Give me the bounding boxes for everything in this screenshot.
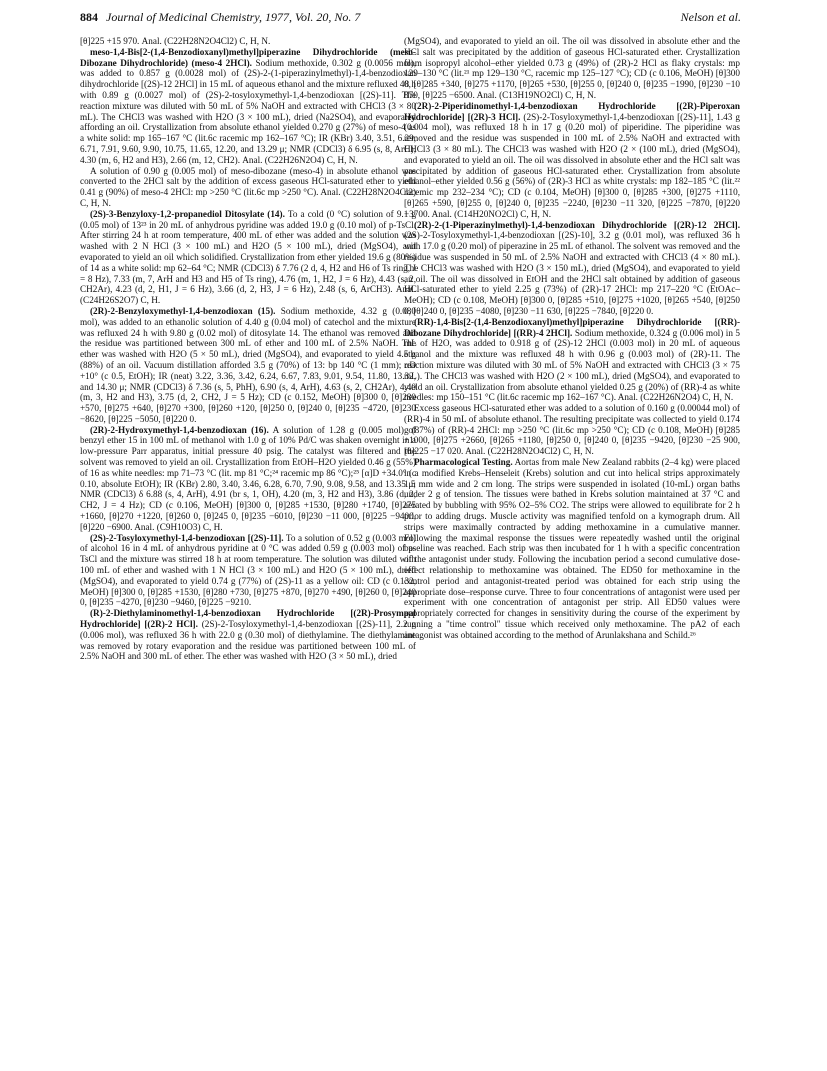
paragraph xyxy=(404,36,740,101)
header-left xyxy=(80,10,360,25)
paragraph xyxy=(404,317,740,403)
section-title: (2R)-2-Piperidinomethyl-1,4-benzodioxan Hydrochloride [(2R)-Piperoxan Hydrochloride] [(2R)-3 HCl]. xyxy=(404,100,740,122)
section-title: (2S)-3-Benzyloxy-1,2-propanediol Ditosylate (14). xyxy=(90,208,285,219)
paragraph xyxy=(404,101,740,220)
paragraph-body: To a cold (0 °C) solution of 9.1 g (0.05 mol) of 13²³ in 20 mL of anhydrous pyridine was added 19.0 g (0.10 mol) of p-TsCl. After stirring 24 h at room temperature, 400 mL of ether was added and the solution was washed with 2 N HCl (3 × 100 mL) and H2O (5 × 100 mL), dried (MgSO4), and evaporated to yield an oil which solidified. Crystallization from ether yielded 19.6 g (80%) of 14 as a white solid: mp 62–64 °C; NMR (CDCl3) δ 7.76 (2 d, 4, H2 and H6 of Ts ring, J = 8 Hz), 7.33 (m, 7, ArH and H3 and H5 of Ts ring), 4.76 (m, 1, H2, J = 6 Hz), 4.43 (s, 2, CH2Ar), 4.23 (d, 2, H1, J = 6 Hz), 3.66 (d, 2, H3, J = 6 Hz), 2.48 (s, 6, ArCH3). Anal. (C24H26S2O7) C, H. xyxy=(80,208,416,306)
paragraph-body: A solution of 0.90 g (0.005 mol) of meso-dibozane (meso-4) in absolute ethanol was converted to the 2HCl salt by the addition of excess gaseous HCl-saturated ether to yield 0.41 g (90%) of meso-4 2HCl: mp >250 °C (lit.6c mp >250 °C). Anal. (C22H28N2O4Cl2) C, H, N. xyxy=(80,165,416,208)
left-column xyxy=(80,36,416,662)
right-column xyxy=(404,36,740,641)
paragraph xyxy=(404,403,740,457)
paragraph-body: (2S)-2-Tosyloxymethyl-1,4-benzodioxan [(2S)-11], 2.2 g (0.006 mol), was refluxed 36 h with 22.0 g (0.30 mol) of diethylamine. The diethylamine was removed by rotary evaporation and the residue was partitioned between 100 mL of 2.5% NaOH and 300 mL of ether. The ether was washed with H2O (3 × 50 mL), dried xyxy=(80,619,416,662)
paragraph-body: (2S)-2-Tosyloxymethyl-1,4-benzodioxan [(2S)-10], 3.2 g (0.01 mol), was refluxed 36 h with 17.0 g (0.20 mol) of piperazine in 25 mL of ethanol. The solvent was removed and the residue was suspended in 50 mL of 2.5% NaOH and extracted with CHCl3 (4 × 80 mL). The CHCl3 was washed with H2O (3 × 150 mL), dried (MgSO4), and evaporated to yield an oil. The oil was dissolved in EtOH and the 2HCl salt obtained by addition of gaseous HCl-saturated ether to yield 2.25 g (73%) of (2R)-17 2HCl: mp 217–220 °C (EtOAc–MeOH); CD (c 0.108, MeOH) [θ]300 0, [θ]285 +510, [θ]275 +1020, [θ]265 +540, [θ]250 0, [θ]240 0, [θ]235 −4080, [θ]230 −11 630, [θ]225 −7840, [θ]220 0. xyxy=(404,230,740,316)
paragraph-body: Sodium methoxide, 4.32 g (0.080 mol), was added to an ethanolic solution of 4.40 g (0.04 mol) of catechol and the mixture was refluxed 24 h with 9.80 g (0.02 mol) of ditosylate 14. The ethanol was removed and the residue was partitioned between 300 mL of ether and 100 mL of 2.5% NaOH. The ether was washed with H2O (5 × 50 mL), dried (MgSO4), and evaporated to yield 4.5 g (88%) of an oil. Vacuum distillation afforded 3.5 g (70%) of 13: bp 140 °C (1 mm); αD +10° (c 0.5, EtOH); IR (neat) 3.22, 3.36, 3.42, 6.24, 6.67, 7.83, 9.01, 9.54, 11.80, 13.32, and 14.30 μ; NMR (CDCl3) δ 7.36 (s, 5, PhH), 6.90 (s, 4, ArH), 4.63 (s, 2, CH2Ar), 4.40 (m, 3, H2 and H3), 3.75 (d, 2, CH2, J = 5 Hz); CD (c 0.152, MeOH) [θ]300 0, [θ]280 +570, [θ]275 +640, [θ]270 +300, [θ]260 +120, [θ]250 0, [θ]240 0, [θ]235 −4720, [θ]230 −8620, [θ]225 −5050, [θ]220 0. xyxy=(80,305,416,424)
paragraph-body: Excess gaseous HCl-saturated ether was added to a solution of 0.160 g (0.00044 mol) of (RR)-4 in 50 mL of absolute ethanol. The resulting precipitate was collected to yield 0.174 g (87%) of (RR)-4 2HCl: mp >250 °C (lit.6c mp >250 °C); CD (c 0.108, MeOH) [θ]285 +1000, [θ]275 +2660, [θ]265 +1180, [θ]250 0, [θ]240 0, [θ]235 −9420, [θ]230 −25 900, [θ]225 −17 020. Anal. (C22H28N2O4Cl2) C, H, N. xyxy=(404,403,740,457)
paragraph xyxy=(404,457,740,641)
section-title: (2R)-2-(1-Piperazinylmethyl)-1,4-benzodioxan Dihydrochloride [(2R)-12 2HCl]. xyxy=(414,219,740,230)
section-title: (R)-2-Diethylaminomethyl-1,4-benzodioxan Hydrochloride [(2R)-Prosympal Hydrochloride] [(2R)-2 HCl]. xyxy=(80,608,416,630)
paragraph xyxy=(80,209,416,306)
section-title: (2R)-2-Hydroxymethyl-1,4-benzodioxan (16). xyxy=(90,424,269,435)
paragraph xyxy=(80,425,416,533)
paragraph-body: Aortas from male New Zealand rabbits (2–4 kg) were placed in a modified Krebs–Henseleit (Krebs) solution and cut into helical strips approximately 1.5 mm wide and 2 cm long. The strips were suspended in isolated (10-mL) organ baths under 2 g of tension. The tissues were bathed in Krebs solution maintained at 37 °C and aerated by bubbling with 95% O2–5% CO2. The strips were allowed to equilibrate for 2 h prior to adding drugs. Muscle activity was magnified tenfold on a kymograph drum. All strips were maximally contracted by adding methoxamine in a cumulative manner. Following the maximal response the tissues were repeatedly washed until the original baseline was reached. Each strip was then incubated for 1 h with a specific concentration of the antagonist under study. Following the incubation period a second cumulative dose-effect relationship to methoxamine was obtained. The ED50 for methoxamine in the control period and antagonist-treated period was obtained for each strip using the appropriate dose–response curve. Three to four concentrations of antagonist were used per experiment with one concentration of antagonist per strip. All ED50 values were appropriately corrected for changes in sensitivity during the course of the experiment by running a "time control" tissue which received only methoxamine. The pA2 of each antagonist was obtained according to the method of Arunlakshana and Schild.²⁶ xyxy=(404,457,740,640)
paragraph-body: (2S)-2-Tosyloxymethyl-1,4-benzodioxan [(2S)-11], 1.43 g (0.004 mol), was refluxed 18 h in 17 g (0.20 mol) of piperidine. The piperidine was removed and the residue was suspended in 100 mL of 2.5% NaOH and extracted with CHCl3 (3 × 80 mL). The CHCl3 was washed with H2O (2 × (100 mL), dried (MgSO4), and evaporated to yield an oil. The oil was dissolved in absolute ether and the HCl salt was precipitated by addition of gaseous HCl-saturated ether. Crystallization from absolute ethanol–ether yielded 0.56 g (56%) of (2R)-3 HCl as white crystals: mp 182–185 °C (lit.²² racemic mp 232–234 °C); CD (c 0.104, MeOH) [θ]300 0, [θ]285 +300, [θ]275 +1110, [θ]265 +590, [θ]255 0, [θ]240 0, [θ]235 −2240, [θ]230 −11 320, [θ]225 −7870, [θ]220 −3700. Anal. (C14H20NO2Cl) C, H, N. xyxy=(404,111,740,219)
section-title: (2R)-2-Benzyloxymethyl-1,4-benzodioxan (15). xyxy=(90,305,276,316)
paragraph-body: (MgSO4), and evaporated to yield an oil. The oil was dissolved in absolute ether and the HCl salt was precipitated by the addition of gaseous HCl-saturated ether. Crystallization from isopropyl alcohol–ether yielded 0.73 g (49%) of (2R)-2 HCl as flaky crystals: mp 129–130 °C (lit.²¹ mp 129–130 °C, racemic mp 125–127 °C); CD (c 0.106, MeOH) [θ]300 0, [θ]285 +340, [θ]275 +1170, [θ]265 +530, [θ]255 0, [θ]240 0, [θ]235 −1990, [θ]230 −10 870, [θ]225 −6500. Anal. (C13H19NO2Cl) C, H, N. xyxy=(404,36,740,100)
paragraph-body: To a solution of 0.52 g (0.003 mol) of alcohol 16 in 4 mL of anhydrous pyridine at 0 °C was added 0.59 g (0.003 mol) of p-TsCl and the mixture was stirred 18 h at room temperature. The solution was diluted with 100 mL of ether and washed with 1 N HCl (3 × 100 mL) and H2O (5 × 100 mL), dried (MgSO4), and evaporated to yield 0.74 g (77%) of (2S)-11 as a yellow oil: CD (c 0.132, MeOH) [θ]300 0, [θ]285 +1530, [θ]280 +730, [θ]275 +870, [θ]270 +490, [θ]260 0, [θ]240 0, [θ]235 −4270, [θ]230 −9460, [θ]225 −9210. xyxy=(80,532,416,608)
paragraph xyxy=(404,220,740,317)
header-authors: Nelson et al. xyxy=(680,10,741,24)
paragraph xyxy=(80,47,416,166)
paragraph xyxy=(80,166,416,209)
paragraph xyxy=(80,533,416,609)
section-title: (RR)-1,4-Bis[2-(1,4-Benzodioxanyl)methyl]piperazine Dihydrochloride [(RR)-Dibozane Dihydrochloride] [(RR)-4 2HCl]. xyxy=(404,316,740,338)
paragraph-body: Sodium methoxide, 0.324 g (0.006 mol) in 5 mL of H2O, was added to 0.918 g of (2S)-12 2HCl (0.003 mol) in 20 mL of aqueous ethanol and the mixture was refluxed 48 h with 0.96 g (0.003 mol) of (2R)-11. The reaction mixture was diluted with 30 mL of 5% NaOH and extracted with CHCl3 (3 × 75 mL). The CHCl3 was washed with H2O (2 × 100 mL), dried (MgSO4), and evaporated to yield an oil. Crystallization from absolute ethanol yielded 0.25 g (20%) of (RR)-4 as white needles: mp 150–151 °C (lit.6c racemic mp 162–167 °C). Anal. (C22H26N2O4) C, H, N. xyxy=(404,327,741,403)
paragraph xyxy=(80,306,416,425)
running-header xyxy=(80,10,741,28)
journal-citation: Journal of Medicinal Chemistry, 1977, Vol. 20, No. 7 xyxy=(106,10,361,24)
paragraph xyxy=(80,608,416,662)
page-number: 884 xyxy=(80,10,98,24)
section-title: (2S)-2-Tosyloxymethyl-1,4-benzodioxan [(2S)-11]. xyxy=(90,532,284,543)
paragraph-body: A solution of 1.28 g (0.005 mol) of benzyl ether 15 in 100 mL of methanol with 1.0 g of 10% Pd/C was shaken overnight in a low-pressure Parr apparatus, initial pressure 40 psig. The catalyst was filtered and the solvent was removed to yield an oil. Crystallization from EtOH–H2O yielded 0.46 g (55%) of 16 as white needles: mp 71–73 °C (lit. mp 81 °C;²⁴ racemic mp 86 °C);²⁵ [α]D +34.0° (c 0.10, absolute EtOH); IR (KBr) 2.80, 3.40, 3.46, 6.28, 6.70, 7.90, 9.08, 9.58, and 13.35 μ; NMR (CDCl3) δ 6.88 (s, 4, ArH), 4.91 (br s, 1, OH), 4.20 (m, 3, H2 and H3), 3.86 (d, 2, CH2, J = 4 Hz); CD (c 0.106, MeOH) [θ]300 0, [θ]285 +1530, [θ]280 +1740, [θ]275 +1660, [θ]270 +1220, [θ]260 0, [θ]245 0, [θ]235 −6010, [θ]230 −11 000, [θ]225 −9400, [θ]220 −6900. Anal. (C9H10O3) C, H. xyxy=(80,424,416,532)
paragraph xyxy=(80,36,416,47)
section-title: meso-1,4-Bis[2-(1,4-Benzodioxanyl)methyl]piperazine Dihydrochloride (meso-Dibozane Dihydrochloride) (meso-4 2HCl). xyxy=(80,46,416,68)
paragraph-body: [θ]225 +15 970. Anal. (C22H28N2O4Cl2) C, H, N. xyxy=(80,36,271,46)
section-title: Pharmacological Testing. xyxy=(414,457,513,468)
paragraph-body: Sodium methoxide, 0.302 g (0.0056 mol), was added to 0.857 g (0.0028 mol) of (2S)-2-(1-piperazinylmethyl)-1,4-benzodioxan dihydrochloride [(2S)-12 2HCl] in 15 mL of aqueous ethanol and the mixture refluxed 48 h with 0.89 g (0.0027 mol) of (2S)-2-tosyloxymethyl-1,4-benzodioxan [(2S)-11]. The reaction mixture was diluted with 50 mL of 5% NaOH and extracted with CHCl3 (3 × 80 mL). The CHCl3 was washed with H2O (3 × 100 mL), dried (Na2SO4), and evaporated affording an oil. Crystallization from absolute ethanol yielded 0.270 g (27%) of meso-4 as a white solid: mp 165–167 °C (lit.6c racemic mp 162–167 °C); IR (KBr) 3.40, 3.51, 6.29, 6.71, 7.91, 9.60, 9.90, 10.75, 11.65, 12.20, and 13.29 μ; NMR (CDCl3) δ 6.95 (s, 8, ArH), 4.30 (m, 6, H2 and H3), 2.66 (m, 12, CH2). Anal. (C22H26N2O4) C, H, N. xyxy=(80,57,416,165)
